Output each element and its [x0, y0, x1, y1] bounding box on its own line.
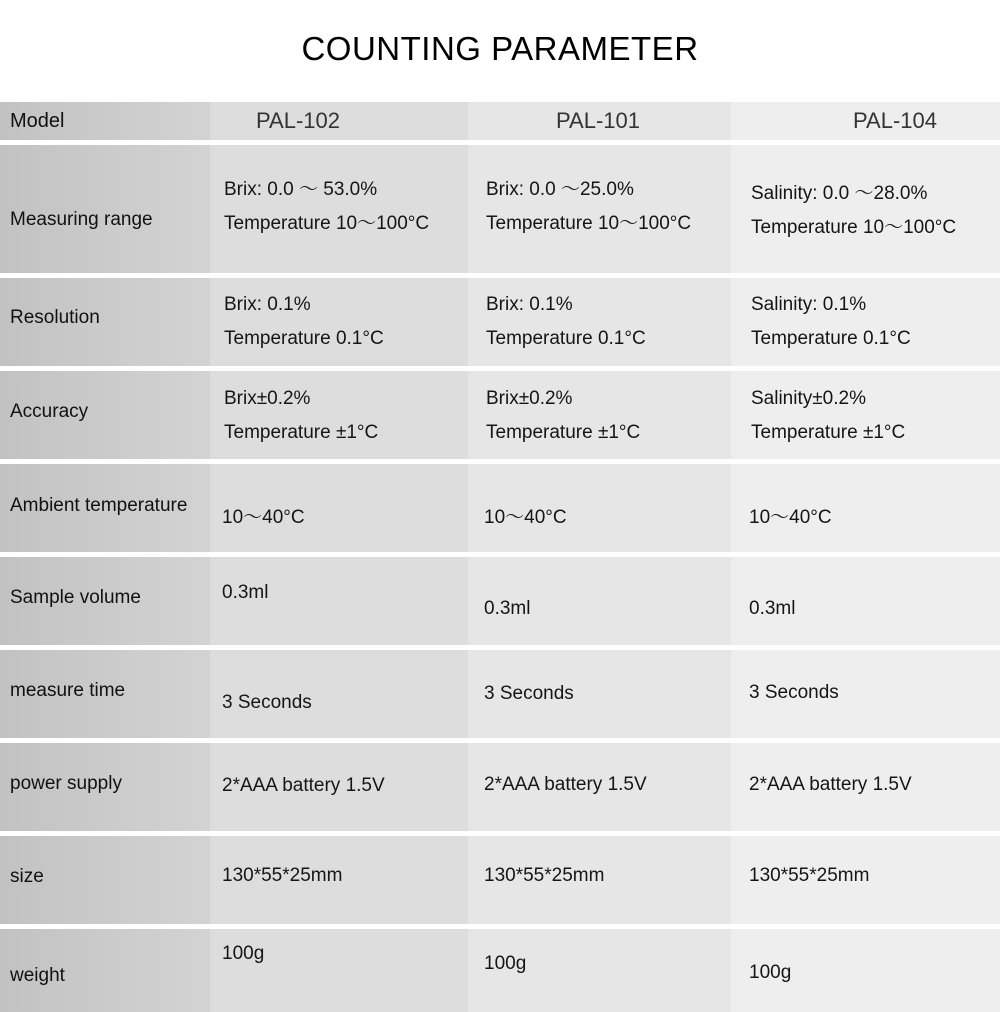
spec-value: Temperature 0.1°C [751, 328, 911, 349]
model-name: PAL-102 [256, 108, 340, 133]
model-name: PAL-101 [556, 108, 640, 133]
spec-value: Temperature ±1°C [751, 422, 906, 443]
spec-cell [468, 836, 731, 924]
row-label: Resolution [10, 307, 100, 328]
spec-cell [468, 371, 731, 459]
spec-value: 130*55*25mm [749, 865, 870, 886]
spec-value: 100g [222, 943, 265, 964]
spec-cell [210, 371, 468, 459]
spec-value: 3 Seconds [222, 692, 312, 713]
spec-value: Temperature 10～100°C [486, 213, 692, 234]
spec-value: Temperature ±1°C [224, 422, 379, 443]
spec-cell [210, 557, 468, 645]
header-label: Model [10, 110, 65, 132]
header-model-cell [731, 102, 1000, 140]
spec-value: Salinity±0.2% [751, 388, 866, 409]
spec-cell [731, 743, 1000, 831]
row-label: Ambient temperature [10, 495, 188, 516]
spec-cell [731, 557, 1000, 645]
spec-value: Brix±0.2% [224, 388, 311, 409]
row-label-cell [0, 145, 210, 273]
spec-cell [468, 650, 731, 738]
spec-value: Brix: 0.1% [486, 294, 573, 315]
header-label-cell [0, 102, 210, 140]
spec-value: 2*AAA battery 1.5V [222, 775, 385, 796]
spec-cell [210, 464, 468, 552]
spec-cell [731, 371, 1000, 459]
row-label-cell [0, 464, 210, 552]
row-label-cell [0, 371, 210, 459]
spec-value: 3 Seconds [749, 682, 839, 703]
spec-value: 2*AAA battery 1.5V [484, 774, 647, 795]
spec-value: Temperature 10～100°C [751, 217, 957, 238]
spec-value: 3 Seconds [484, 683, 574, 704]
row-label: Sample volume [10, 587, 141, 608]
row-label: weight [10, 965, 65, 986]
spec-value: 100g [749, 962, 792, 983]
spec-cell [468, 145, 731, 273]
spec-value: 130*55*25mm [222, 865, 343, 886]
spec-value: 100g [484, 953, 527, 974]
spec-value: Salinity: 0.1% [751, 294, 867, 315]
header-model-cell [468, 102, 731, 140]
spec-value: 10～40°C [749, 507, 832, 528]
spec-cell [210, 145, 468, 273]
spec-cell [210, 650, 468, 738]
spec-cell [468, 743, 731, 831]
row-label: size [10, 866, 44, 887]
row-label-cell [0, 650, 210, 738]
spec-cell [210, 743, 468, 831]
spec-value: 130*55*25mm [484, 865, 605, 886]
spec-value: Brix: 0.0 ～25.0% [486, 179, 634, 200]
row-label: Measuring range [10, 209, 153, 230]
spec-value: 0.3ml [484, 598, 531, 619]
spec-value: 2*AAA battery 1.5V [749, 774, 912, 795]
spec-cell [468, 278, 731, 366]
spec-cell [468, 557, 731, 645]
spec-cell [210, 836, 468, 924]
header-model-cell [210, 102, 468, 140]
row-label-cell [0, 743, 210, 831]
spec-value: Temperature ±1°C [486, 422, 641, 443]
spec-value: Brix: 0.1% [224, 294, 311, 315]
spec-value: 10～40°C [222, 507, 305, 528]
row-label-cell [0, 836, 210, 924]
row-label: Accuracy [10, 401, 89, 422]
spec-value: Temperature 10～100°C [224, 213, 430, 234]
spec-value: 0.3ml [749, 598, 796, 619]
row-label: power supply [10, 773, 122, 794]
row-label-cell [0, 278, 210, 366]
row-label: measure time [10, 680, 126, 701]
spec-cell [731, 650, 1000, 738]
spec-value: Salinity: 0.0 ～28.0% [751, 183, 928, 204]
spec-value: 0.3ml [222, 582, 269, 603]
spec-cell [731, 278, 1000, 366]
spec-cell [210, 278, 468, 366]
page-title: COUNTING PARAMETER [301, 30, 699, 67]
spec-value: Brix±0.2% [486, 388, 573, 409]
spec-value: Temperature 0.1°C [486, 328, 646, 349]
spec-cell [731, 145, 1000, 273]
model-name: PAL-104 [853, 108, 937, 133]
spec-table [0, 102, 1000, 1012]
spec-cell [731, 464, 1000, 552]
spec-cell [731, 836, 1000, 924]
spec-value: Brix: 0.0 ～ 53.0% [224, 179, 378, 200]
spec-value: Temperature 0.1°C [224, 328, 384, 349]
spec-value: 10～40°C [484, 507, 567, 528]
spec-cell [468, 464, 731, 552]
row-label-cell [0, 557, 210, 645]
